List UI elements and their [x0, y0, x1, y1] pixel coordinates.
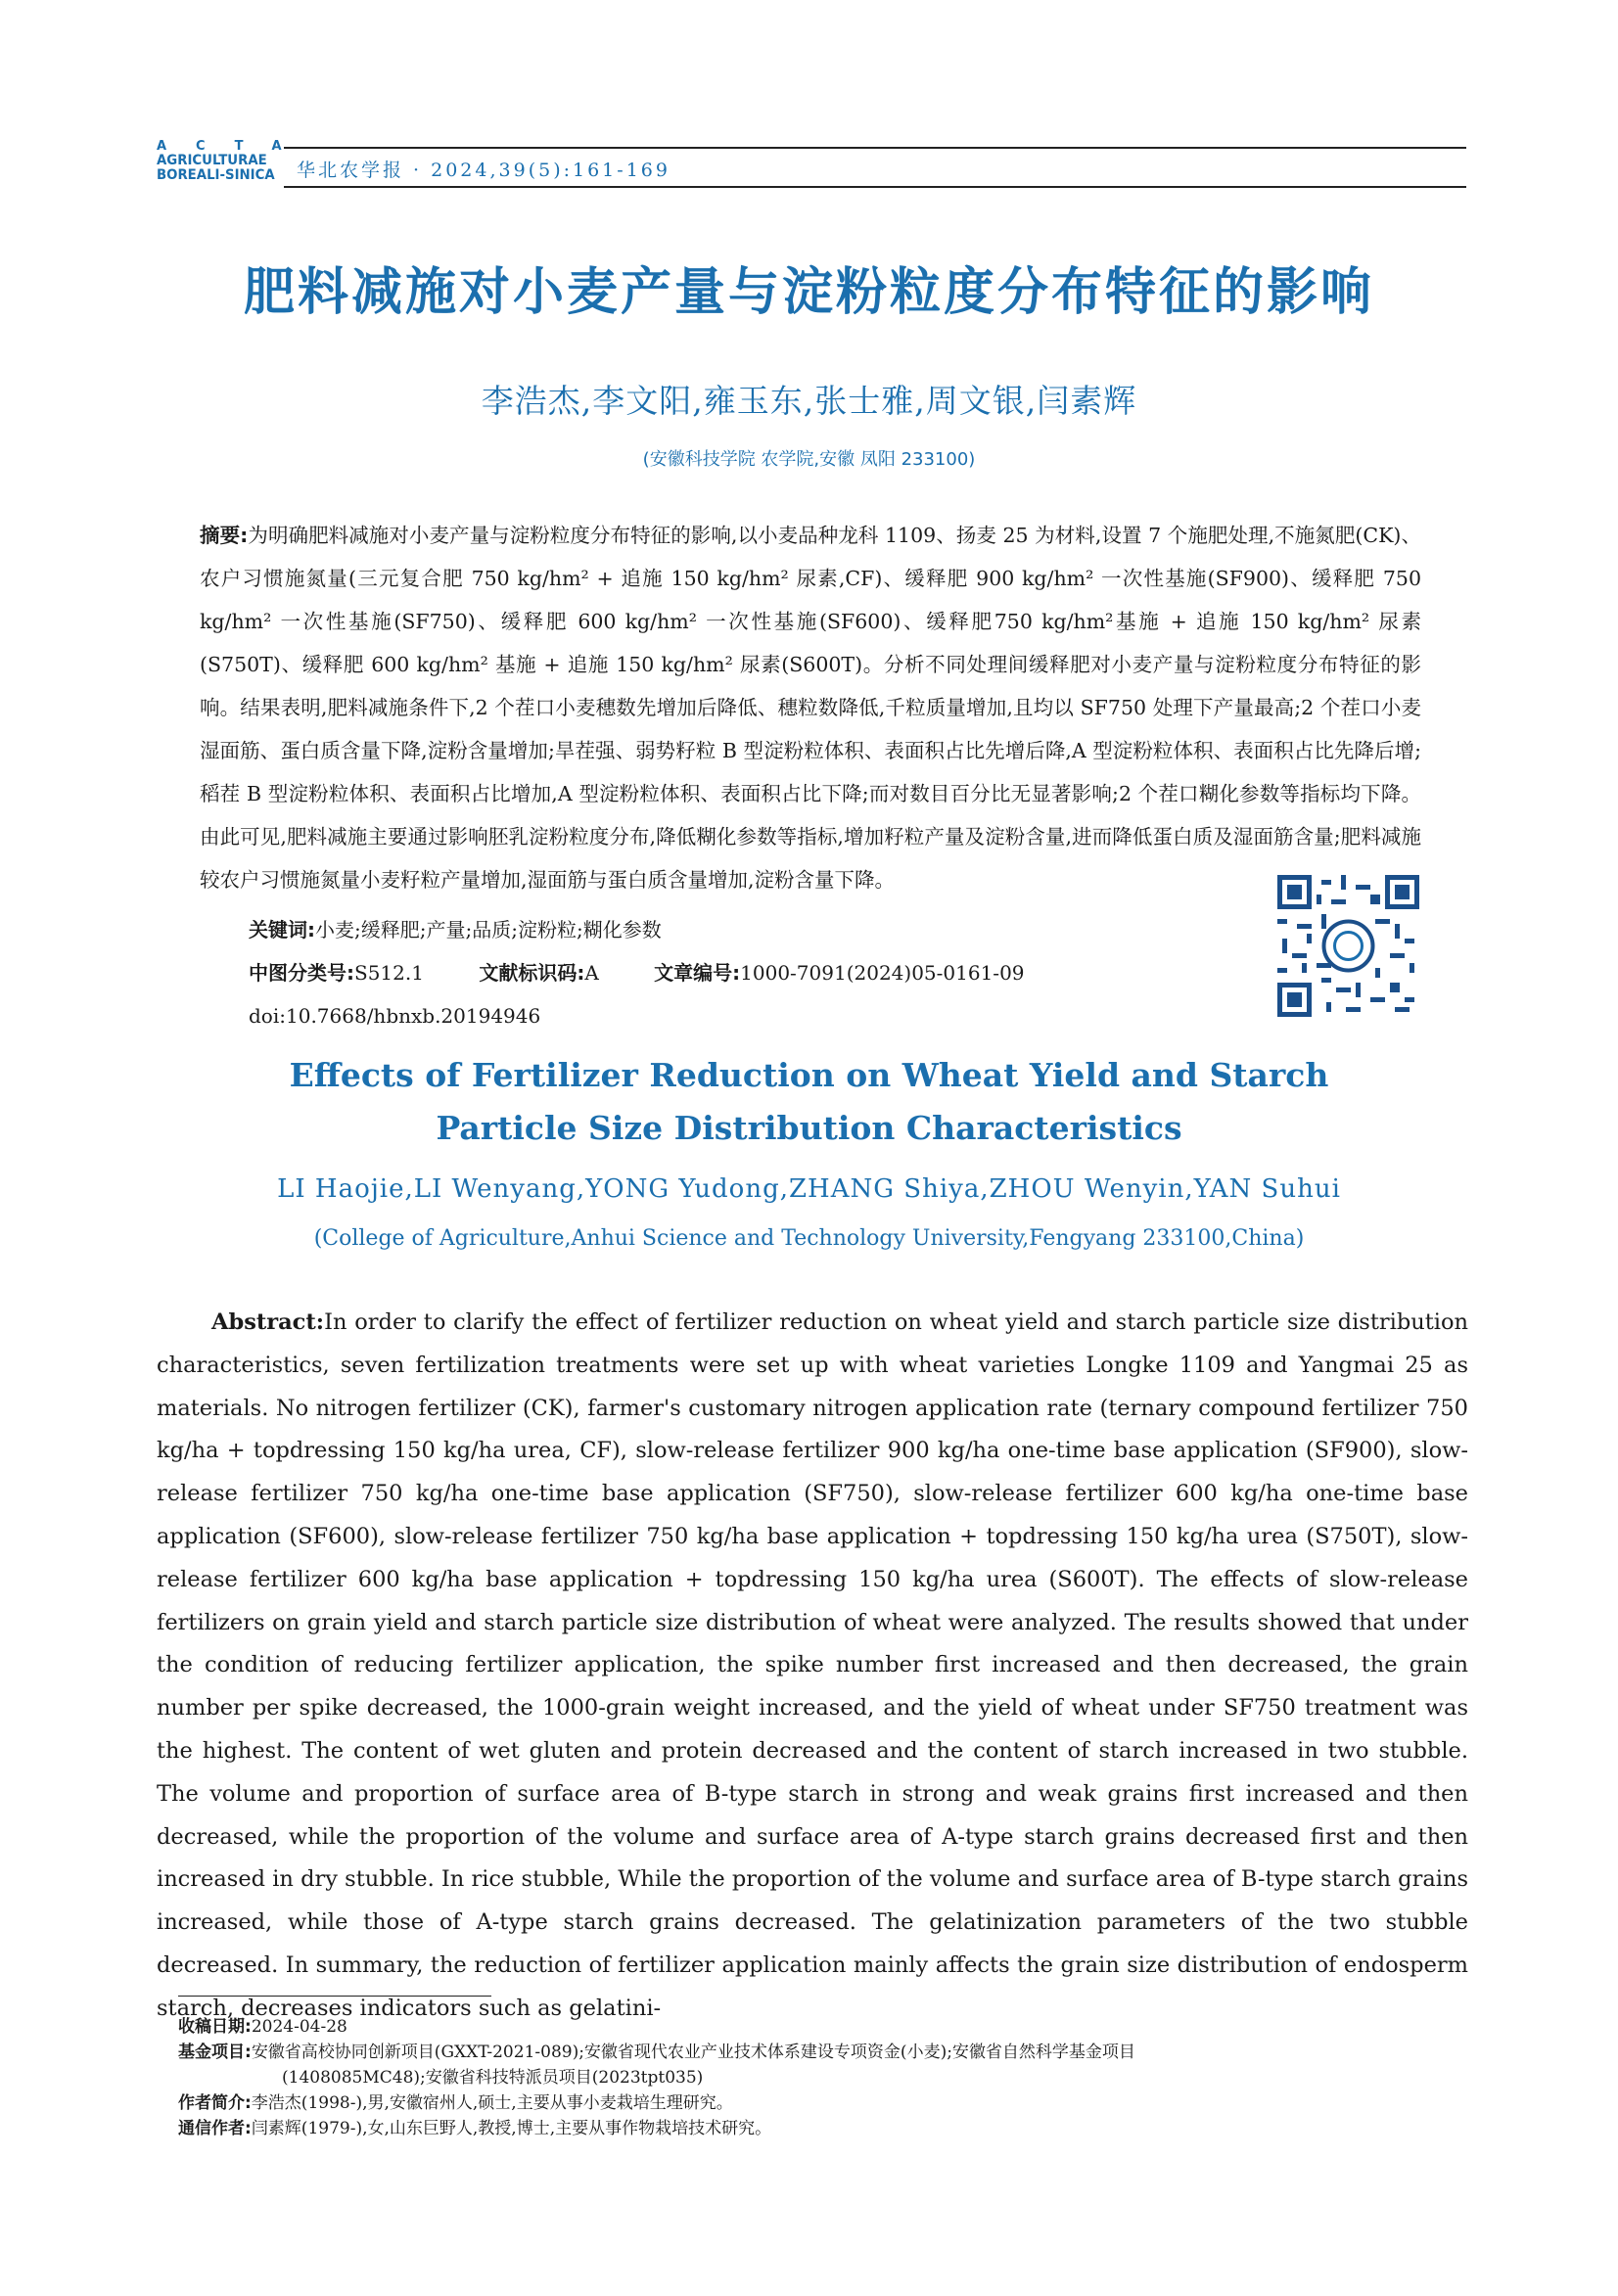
footnote-corresponding — [178, 2116, 1470, 2141]
doccode-value: A — [584, 961, 599, 985]
classification-row — [249, 951, 1025, 994]
title-en — [0, 1049, 1618, 1155]
article-label: 文章编号: — [654, 961, 741, 985]
logo-line-2: BOREALI-SINICA — [157, 167, 275, 183]
abstract-en-label: Abstract: — [211, 1309, 325, 1335]
authors-cn: 李浩杰,李文阳,雍玉东,张士雅,周文银,闫素辉 — [481, 382, 1137, 420]
keywords-text: 小麦;缓释肥;产量;品质;淀粉粒;糊化参数 — [315, 918, 662, 941]
abstract-cn-label: 摘要: — [200, 524, 249, 547]
footnote-rule — [178, 1996, 491, 1997]
corr-label: 通信作者: — [178, 2119, 252, 2138]
footnote-fund-cont: (1408085MC48);安徽省科技特派员项目(2023tpt035) — [282, 2068, 704, 2088]
abstract-en-text: In order to clarify the effect of fertilizer reduction on wheat yield and starch particle size distribution characteristics, seven fertilization treatments were set up with wheat varieties Longke 1109 and Yangmai 25 as materials. No nitrogen fertilizer (CK), farmer's customary nitrogen application rate (ternary compound fertilizer 750 kg/ha + topdressing 150 kg/ha urea, CF), slow-release fertilizer 900 kg/ha one-time base application (SF900), slow-release fertilizer 750 kg/ha one-time base application (SF750), slow-release fertilizer 600 kg/ha one-time base application (SF600), slow-release fertilizer 750 kg/ha base application + topdressing 150 kg/ha urea (S750T), slow-release fertilizer 600 kg/ha base application + topdressing 150 kg/ha urea (S600T). The effects of slow-release fertilizers on grain yield and starch particle size distribution of wheat were analyzed. The results showed that under the condition of reducing fertilizer application, the spike number first increased and then decreased, the grain number per spike decreased, the 1000-grain weight increased, and the yield of wheat under SF750 treatment was the highest. The content of wet gluten and protein decreased and the content of starch increased in two stubble. The volume and proportion of surface area of B-type starch in strong and weak grains first increased and then decreased, while the proportion of the volume and surface area of A-type starch grains decreased first and then increased in dry stubble. In rice stubble, While the proportion of the volume and surface area of B-type starch grains increased, while those of A-type starch grains decreased. The gelatinization parameters of the two stubble decreased. In summary, the reduction of fertilizer application mainly affects the grain size distribution of endosperm starch, decreases indicators such as gelatini- — [157, 1309, 1468, 2021]
clc-value: S512.1 — [354, 961, 424, 985]
logo-line-1: AGRICULTURAE — [157, 153, 267, 168]
doi-line — [249, 994, 540, 1037]
abstract-cn — [200, 514, 1421, 901]
keywords-cn — [249, 908, 662, 951]
footnote-author — [178, 2090, 1470, 2116]
author-value: 李浩杰(1998-),男,安徽宿州人,硕士,主要从事小麦栽培生理研究。 — [251, 2093, 733, 2113]
received-value: 2024-04-28 — [251, 2017, 347, 2037]
author-label: 作者简介: — [178, 2093, 252, 2113]
footnotes — [178, 2014, 1470, 2141]
title-en-line-2: Particle Size Distribution Characteristics — [436, 1109, 1182, 1147]
header-citation: 华北农学报 · 2024,39(5):161-169 — [297, 160, 670, 181]
keywords-label: 关键词: — [249, 918, 315, 941]
article-value: 1000-7091(2024)05-0161-09 — [740, 961, 1025, 985]
title-en-line-1: Effects of Fertilizer Reduction on Wheat Yield and Starch — [289, 1056, 1329, 1094]
doi-label: doi — [249, 1004, 280, 1028]
qr-code-icon — [1277, 875, 1419, 1017]
header-rule-bottom — [284, 186, 1466, 188]
abstract-cn-text: 为明确肥料减施对小麦产量与淀粉粒度分布特征的影响,以小麦品种龙科 1109、扬麦 25 为材料,设置 7 个施肥处理,不施氮肥(CK)、农户习惯施氮量(三元复合肥 750 kg/hm² + 追施 150 kg/hm² 尿素,CF)、缓释肥 900 kg/hm² 一次性基施(SF900)、缓释肥 750 kg/hm² 一次性基施(SF750)、缓释肥 600 kg/hm² 一次性基施(SF600)、缓释肥750 kg/hm²基施 + 追施 150 kg/hm² 尿素(S750T)、缓释肥 600 kg/hm² 基施 + 追施 150 kg/hm² 尿素(S600T)。分析不同处理间缓释肥对小麦产量与淀粉粒度分布特征的影响。结果表明,肥料减施条件下,2 个茬口小麦穗数先增加后降低、穗粒数降低,千粒质量增加,且均以 SF750 处理下产量最高;2 个茬口小麦湿面筋、蛋白质含量下降,淀粉含量增加;旱茬强、弱势籽粒 B 型淀粉粒体积、表面积占比先增后降,A 型淀粉粒体积、表面积占比先降后增;稻茬 B 型淀粉粒体积、表面积占比增加,A 型淀粉粒体积、表面积占比下降;而对数目百分比无显著影响;2 个茬口糊化参数等指标均下降。由此可见,肥料减施主要通过影响胚乳淀粉粒度分布,降低糊化参数等指标,增加籽粒产量及淀粉含量,进而降低蛋白质及湿面筋含量;肥料减施较农户习惯施氮量小麦籽粒产量增加,湿面筋与蛋白质含量增加,淀粉含量下降。 — [200, 524, 1421, 892]
doi-value: :10.7668/hbnxb.20194946 — [279, 1004, 541, 1028]
authors-en: LI Haojie,LI Wenyang,YONG Yudong,ZHANG Shiya,ZHOU Wenyin,YAN Suhui — [277, 1174, 1341, 1204]
title-cn: 肥料减施对小麦产量与淀粉粒度分布特征的影响 — [243, 263, 1374, 322]
footnote-fund — [178, 2040, 1470, 2065]
logo-acta: ACTA — [157, 139, 311, 154]
corr-value: 闫素辉(1979-),女,山东巨野人,教授,博士,主要从事作物栽培技术研究。 — [251, 2119, 772, 2138]
clc-label: 中图分类号: — [249, 961, 354, 985]
abstract-en — [157, 1302, 1468, 2031]
affiliation-en: (College of Agriculture,Anhui Science and Technology University,Fengyang 233100,China) — [313, 1226, 1305, 1251]
fund-value-1: 安徽省高校协同创新项目(GXXT-2021-089);安徽省现代农业产业技术体系建设专项资金(小麦);安徽省自然科学基金项目 — [251, 2043, 1135, 2062]
footnote-received — [178, 2014, 1470, 2040]
doccode-label: 文献标识码: — [479, 961, 585, 985]
affiliation-cn: (安徽科技学院 农学院,安徽 凤阳 233100) — [642, 449, 976, 470]
header-rule-top — [284, 147, 1466, 149]
fund-label: 基金项目: — [178, 2043, 252, 2062]
received-label: 收稿日期: — [178, 2017, 252, 2037]
journal-logo — [157, 139, 311, 195]
